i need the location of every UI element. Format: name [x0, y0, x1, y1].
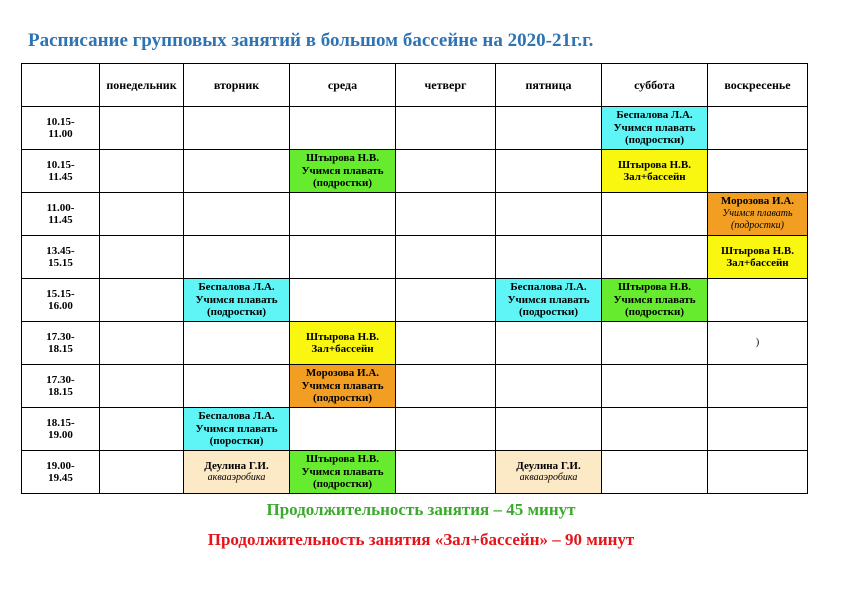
schedule-cell: [290, 236, 396, 279]
stray-mark: ): [755, 337, 760, 349]
class-line: (поростки): [209, 435, 264, 448]
day-header: среда: [290, 64, 396, 107]
class-cell: [184, 451, 290, 494]
class-cell: [290, 150, 396, 193]
class-cell: [290, 322, 396, 365]
class-line: Беспалова Л.А.: [198, 410, 275, 423]
schedule-cell: [708, 408, 808, 451]
class-line: (подростки): [313, 478, 372, 491]
time-cell: [22, 365, 100, 408]
class-cell: [184, 279, 290, 322]
table-row: [22, 451, 808, 494]
class-line: Учимся плавать: [301, 379, 384, 392]
class-line: Морозова И.А.: [720, 195, 795, 208]
schedule-cell: [602, 365, 708, 408]
class-line: Штырова Н.В.: [306, 152, 379, 165]
day-header: пятница: [496, 64, 602, 107]
time-line: 11.00: [48, 128, 73, 140]
time-line: 13.45-: [46, 244, 75, 257]
time-cell: [22, 322, 100, 365]
class-cell: [496, 451, 602, 494]
time-cell: [22, 408, 100, 451]
table-row: [22, 193, 808, 236]
table-row: [22, 236, 808, 279]
schedule-cell: [290, 193, 396, 236]
time-line: 11.00-: [46, 201, 75, 214]
page-title: Расписание групповых занятий в большом бассейне на 2020-21г.г.: [28, 30, 594, 51]
class-line: Штырова Н.В.: [306, 453, 379, 466]
class-line: Учимся плавать: [301, 164, 384, 177]
class-line: (подростки): [313, 177, 372, 190]
day-header: воскресенье: [708, 64, 808, 107]
table-row: [22, 365, 808, 408]
time-line: 17.30-: [46, 373, 75, 386]
schedule-cell: [184, 322, 290, 365]
time-cell: [22, 236, 100, 279]
schedule-cell: [396, 236, 496, 279]
class-line: Беспалова Л.А.: [510, 281, 587, 294]
class-line: Зал+бассейн: [726, 257, 789, 269]
class-line: Зал+бассейн: [623, 171, 686, 183]
class-line: Учимся плавать: [301, 465, 384, 478]
table-row: [22, 107, 808, 150]
class-cell: [602, 279, 708, 322]
class-subtitle: аквааэробика: [519, 472, 578, 483]
schedule-cell: [100, 236, 184, 279]
schedule-cell: [396, 279, 496, 322]
schedule-cell: [396, 193, 496, 236]
schedule-cell: [708, 365, 808, 408]
class-cell: [708, 193, 808, 236]
schedule-cell: [100, 279, 184, 322]
time-line: 11.45: [48, 214, 73, 226]
schedule-cell: [496, 408, 602, 451]
schedule-cell: [100, 107, 184, 150]
schedule-cell: [184, 365, 290, 408]
class-line: Деулина Г.И.: [204, 459, 269, 472]
schedule-cell: [602, 322, 708, 365]
class-line: (подростки): [207, 306, 266, 319]
schedule-cell: [184, 193, 290, 236]
table-row: [22, 408, 808, 451]
schedule-cell: [100, 322, 184, 365]
class-line: Беспалова Л.А.: [198, 281, 275, 294]
schedule-cell: [100, 451, 184, 494]
schedule-cell: [496, 107, 602, 150]
time-cell: [22, 107, 100, 150]
time-line: 18.15: [48, 386, 73, 398]
class-line: (подростки): [625, 306, 684, 319]
class-subtitle: Учимся плавать: [722, 207, 793, 219]
schedule-cell: [708, 322, 808, 365]
time-line: 19.45: [48, 472, 73, 484]
class-line: (подростки): [519, 306, 578, 319]
schedule-cell: [100, 408, 184, 451]
schedule-cell: [100, 365, 184, 408]
class-cell: [708, 236, 808, 279]
schedule-cell: [396, 365, 496, 408]
class-line: Учимся плавать: [613, 121, 696, 134]
time-line: 19.00-: [46, 459, 75, 472]
schedule-table: [21, 63, 808, 494]
schedule-cell: [496, 236, 602, 279]
time-line: 18.15: [48, 343, 73, 355]
class-cell: [602, 107, 708, 150]
class-cell: [602, 150, 708, 193]
class-line: Деулина Г.И.: [516, 459, 581, 472]
time-line: 11.45: [48, 171, 73, 183]
table-row: [22, 150, 808, 193]
class-cell: [496, 279, 602, 322]
time-line: 10.15-: [46, 158, 75, 171]
class-line: Штырова Н.В.: [306, 330, 379, 343]
corner-cell: [22, 64, 100, 107]
schedule-cell: [602, 408, 708, 451]
time-cell: [22, 451, 100, 494]
time-cell: [22, 150, 100, 193]
schedule-cell: [496, 193, 602, 236]
header-row: [22, 64, 808, 107]
day-header: суббота: [602, 64, 708, 107]
class-line: Учимся плавать: [613, 293, 696, 306]
class-line: Учимся плавать: [195, 293, 278, 306]
day-header: вторник: [184, 64, 290, 107]
time-line: 10.15-: [46, 115, 75, 128]
schedule-cell: [184, 107, 290, 150]
class-cell: [290, 451, 396, 494]
schedule-cell: [708, 150, 808, 193]
duration-note-gym-pool: Продолжительность занятия «Зал+бассейн» – 90 минут: [207, 530, 635, 549]
schedule-cell: [396, 451, 496, 494]
time-line: 17.30-: [46, 330, 75, 343]
table-row: [22, 279, 808, 322]
schedule-cell: [184, 236, 290, 279]
schedule-cell: [396, 408, 496, 451]
schedule-cell: [708, 107, 808, 150]
class-line: Морозова И.А.: [305, 367, 380, 380]
schedule-cell: [396, 322, 496, 365]
class-cell: [290, 365, 396, 408]
schedule-cell: [496, 150, 602, 193]
class-line: Зал+бассейн: [311, 343, 374, 355]
class-line: Беспалова Л.А.: [616, 109, 693, 122]
schedule-cell: [602, 451, 708, 494]
class-line: Штырова Н.В.: [618, 281, 691, 294]
class-line: (подростки): [625, 134, 684, 147]
schedule-cell: [602, 236, 708, 279]
schedule-cell: [708, 451, 808, 494]
schedule-cell: [100, 193, 184, 236]
class-line: Учимся плавать: [507, 293, 590, 306]
class-line: Штырова Н.В.: [721, 244, 794, 257]
time-line: 19.00: [48, 429, 73, 441]
schedule-cell: [100, 150, 184, 193]
time-cell: [22, 279, 100, 322]
schedule-cell: [396, 150, 496, 193]
time-line: 15.15: [48, 257, 73, 269]
schedule-cell: [184, 150, 290, 193]
schedule-cell: [290, 408, 396, 451]
class-line: Штырова Н.В.: [618, 158, 691, 171]
schedule-cell: [290, 279, 396, 322]
class-cell: [184, 408, 290, 451]
schedule-cell: [396, 107, 496, 150]
class-subtitle: аквааэробика: [207, 472, 266, 483]
time-line: 16.00: [48, 300, 73, 312]
class-subtitle: (подростки): [731, 220, 784, 232]
schedule-cell: [602, 193, 708, 236]
time-line: 18.15-: [46, 416, 75, 429]
time-line: 15.15-: [46, 287, 75, 300]
schedule-cell: [496, 322, 602, 365]
table-row: [22, 322, 808, 365]
duration-note: Продолжительность занятия – 45 минут: [266, 500, 576, 519]
schedule-cell: [496, 365, 602, 408]
class-line: (подростки): [313, 392, 372, 405]
day-header: четверг: [396, 64, 496, 107]
time-cell: [22, 193, 100, 236]
class-line: Учимся плавать: [195, 422, 278, 435]
day-header: понедельник: [100, 64, 184, 107]
schedule-cell: [290, 107, 396, 150]
schedule-cell: [708, 279, 808, 322]
